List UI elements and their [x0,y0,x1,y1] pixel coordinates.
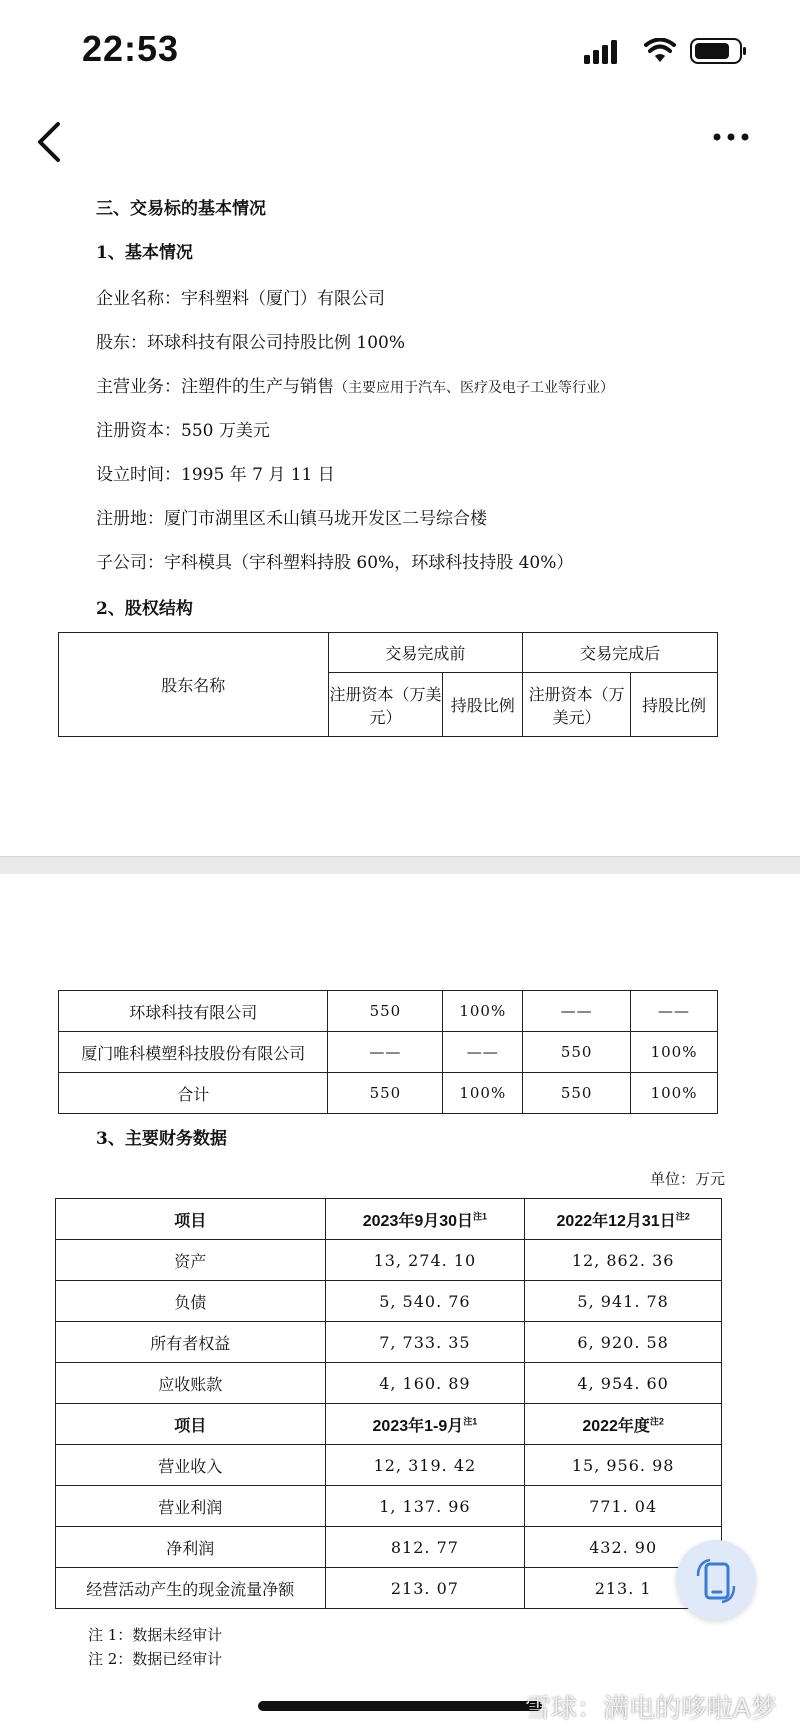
subsection-equity-structure: 2、股权结构 [96,599,193,619]
subsection-basic-info: 1、基本情况 [96,243,193,263]
unit-label: 单位：万元 [650,1170,726,1188]
row-value: 13, 274. 10 [325,1240,525,1281]
header-col2 [525,1404,722,1445]
wifi-icon [644,38,676,64]
subsidiary-line: 子公司：宇科模具（宇科塑料持股 60%，环球科技持股 40%） [96,553,574,573]
table-row [59,1032,718,1073]
page-divider [0,856,800,876]
nav-bar [0,110,800,170]
header-col2-text: 2022年12月31日 [556,1212,676,1230]
home-indicator[interactable] [258,1701,542,1711]
capital-after: 550 [523,1073,631,1114]
established-date-line: 设立时间：1995 年 7 月 11 日 [96,465,335,485]
document-page-1 [0,170,800,856]
rotate-screen-button[interactable] [676,1540,756,1620]
ratio-after: 100% [631,1032,718,1073]
row-item: 经营活动产生的现金流量净额 [56,1568,326,1609]
header-col1 [325,1199,525,1240]
row-value: 12, 319. 42 [325,1445,525,1486]
row-value: 4, 954. 60 [525,1363,722,1404]
header-capital-before: 注册资本（万美元） [328,673,443,737]
footnote-ref: 注1 [473,1211,488,1222]
capital-after: —— [523,991,631,1032]
table-row [59,991,718,1032]
subsection-financial-data: 3、主要财务数据 [96,1129,227,1149]
financial-table [55,1198,722,1609]
row-item: 营业利润 [56,1486,326,1527]
footnote-1: 注 1：数据未经审计 [88,1626,223,1644]
status-time: 22:53 [82,28,180,69]
table-header-row [56,1199,722,1240]
header-col1 [325,1404,525,1445]
row-value: 6, 920. 58 [525,1322,722,1363]
capital-before: 550 [328,1073,443,1114]
row-value: 15, 956. 98 [525,1445,722,1486]
row-value: 213. 07 [325,1568,525,1609]
row-value: 1, 137. 96 [325,1486,525,1527]
table-row [56,1486,722,1527]
footnote-ref: 注1 [463,1416,478,1427]
header-ratio-after: 持股比例 [631,673,718,737]
header-shareholder-name: 股东名称 [59,633,329,737]
row-item: 应收账款 [56,1363,326,1404]
footnote-2: 注 2：数据已经审计 [88,1650,223,1668]
table-row [56,1363,722,1404]
row-value: 5, 941. 78 [525,1281,722,1322]
more-icon[interactable] [712,132,752,142]
business-label: 主营业务：注塑件的生产与销售 [96,377,334,397]
status-bar [0,0,800,100]
table-row [56,1322,722,1363]
header-col1-text: 2023年1-9月 [372,1417,464,1435]
header-col1-text: 2023年9月30日 [362,1212,474,1230]
watermark: 雪球：满电的哆啦A梦 [525,1694,777,1724]
phone-rotate-icon [676,1540,756,1620]
row-value: 7, 733. 35 [325,1322,525,1363]
row-item: 所有者权益 [56,1322,326,1363]
footnote-ref: 注2 [675,1211,690,1222]
header-capital-after: 注册资本（万美元） [523,673,631,737]
company-name-line: 企业名称：宇科塑料（厦门）有限公司 [96,289,385,309]
signal-icon [584,40,624,64]
row-item: 资产 [56,1240,326,1281]
row-value: 213. 1 [525,1568,722,1609]
header-col2-text: 2022年度 [582,1417,650,1435]
registered-capital-line: 注册资本：550 万美元 [96,421,270,441]
table-row [56,1240,722,1281]
table-header-row [56,1404,722,1445]
section-title: 三、交易标的基本情况 [96,199,266,219]
capital-after: 550 [523,1032,631,1073]
row-value: 432. 90 [525,1527,722,1568]
table-row [56,1445,722,1486]
ratio-after: 100% [631,1073,718,1114]
shareholder-name: 厦门唯科模塑科技股份有限公司 [59,1032,328,1073]
table-row [56,1281,722,1322]
equity-table-body [58,990,718,1114]
capital-before: 550 [328,991,443,1032]
business-note: （主要应用于汽车、医疗及电子工业等行业） [334,380,614,396]
ratio-after: —— [631,991,718,1032]
row-item: 净利润 [56,1527,326,1568]
shareholder-name: 合计 [59,1073,328,1114]
battery-icon [690,38,748,64]
row-item: 营业收入 [56,1445,326,1486]
equity-table-header [58,632,718,737]
header-before: 交易完成前 [328,633,523,673]
header-col2 [525,1199,722,1240]
header-item: 项目 [56,1404,326,1445]
header-after: 交易完成后 [523,633,718,673]
shareholder-line: 股东：环球科技有限公司持股比例 100% [96,333,406,353]
business-line [96,372,614,397]
table-row [56,1527,722,1568]
table-row [59,1073,718,1114]
header-item: 项目 [56,1199,326,1240]
row-value: 771. 04 [525,1486,722,1527]
row-value: 12, 862. 36 [525,1240,722,1281]
capital-before: —— [328,1032,443,1073]
shareholder-name: 环球科技有限公司 [59,991,328,1032]
row-value: 5, 540. 76 [325,1281,525,1322]
header-ratio-before: 持股比例 [443,673,523,737]
chevron-left-icon[interactable] [30,118,70,166]
ratio-before: 100% [443,1073,523,1114]
ratio-before: —— [443,1032,523,1073]
row-value: 812. 77 [325,1527,525,1568]
registered-address-line: 注册地：厦门市湖里区禾山镇马垅开发区二号综合楼 [96,509,487,529]
row-value: 4, 160. 89 [325,1363,525,1404]
ratio-before: 100% [443,991,523,1032]
row-item: 负债 [56,1281,326,1322]
table-row [56,1568,722,1609]
footnote-ref: 注2 [649,1416,664,1427]
